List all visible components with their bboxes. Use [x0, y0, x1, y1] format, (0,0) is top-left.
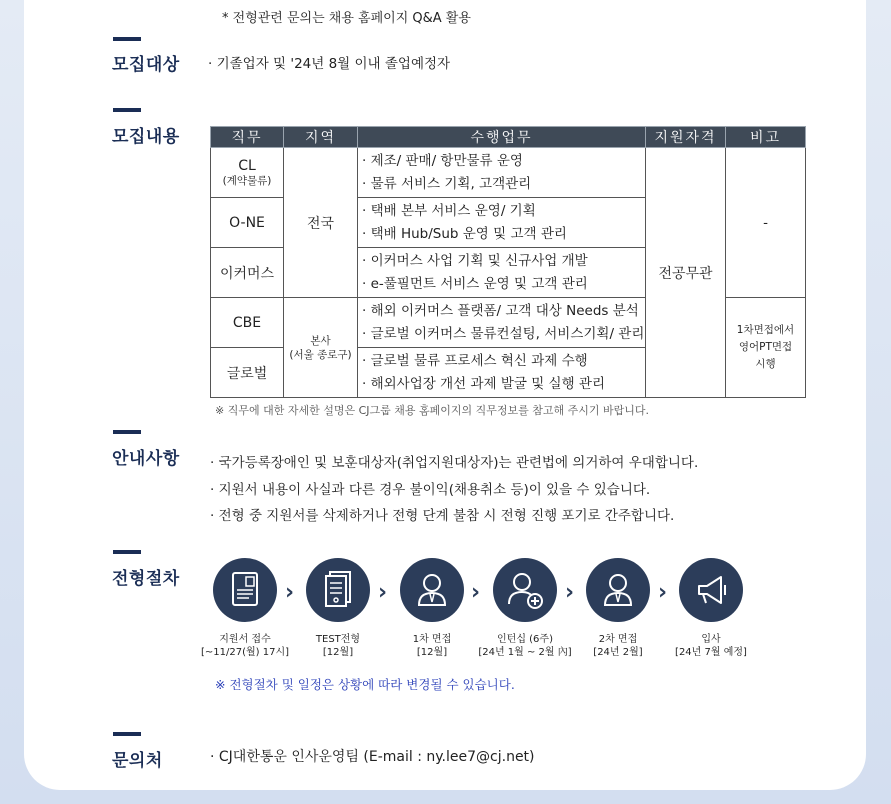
- job-name: O-NE: [211, 198, 284, 248]
- qualification-cell: 전공무관: [646, 148, 726, 398]
- notice-item: · 전형 중 지원서를 삭제하거나 전형 단계 불참 시 전형 진행 포기로 간주합니다.: [210, 508, 675, 524]
- chevron-right-icon: ›: [285, 580, 295, 605]
- job-sub: (계약물류): [222, 174, 272, 187]
- section-bar: [113, 37, 141, 41]
- step-name: 1차 면접: [412, 634, 452, 645]
- header-tasks: 수행업무: [358, 127, 646, 148]
- task-cell: [358, 248, 646, 298]
- step-date: [24년 7월 예정]: [675, 647, 747, 658]
- table-header-row: [211, 127, 806, 148]
- header-region: 지역: [284, 127, 358, 148]
- notice-item: · 국가등록장애인 및 보훈대상자(취업지원대상자)는 관련법에 의거하여 우대합니다.: [210, 455, 699, 471]
- megaphone-icon: [679, 558, 743, 622]
- task-line: · 이커머스 사업 기획 및 신규사업 개발: [362, 252, 588, 269]
- region-cell: 전국: [284, 148, 358, 298]
- target-text: · 기졸업자 및 '24년 8월 이내 졸업예정자: [208, 56, 451, 72]
- remark-line: 1차면접에서: [736, 324, 795, 336]
- job-name: CL: [238, 157, 256, 174]
- section-bar: [113, 550, 141, 554]
- section-title-process: 전형절차: [112, 569, 180, 589]
- task-line: · 택배 Hub/Sub 운영 및 고객 관리: [362, 225, 567, 242]
- remark-line: 시행: [755, 358, 776, 370]
- step-label: [656, 633, 766, 659]
- remark-pt-cell: [726, 298, 806, 398]
- test-paper-icon: [306, 558, 370, 622]
- chevron-right-icon: ›: [471, 580, 481, 605]
- document-icon: [213, 558, 277, 622]
- section-title-content: 모집내용: [112, 127, 180, 147]
- task-cell: [358, 348, 646, 398]
- chevron-right-icon: ›: [565, 580, 575, 605]
- table-footnote: ※ 직무에 대한 자세한 설명은 CJ그룹 채용 홈페이지의 직무정보를 참고해 주시기 바랍니다.: [215, 404, 650, 417]
- notice-item: · 지원서 내용이 사실과 다른 경우 불이익(채용취소 등)이 있을 수 있습니다.: [210, 481, 651, 498]
- remark-line: 영어PT면접: [738, 341, 793, 353]
- job-name: 이커머스: [211, 248, 284, 298]
- step-name: TEST전형: [315, 634, 361, 645]
- table-row: [211, 148, 806, 198]
- step-name: 입사: [701, 634, 721, 645]
- step-name: 인턴십 (6주): [497, 634, 553, 645]
- interviewer-icon: [586, 558, 650, 622]
- task-line: · e-풀필먼트 서비스 운영 및 고객 관리: [362, 275, 588, 292]
- section-bar: [113, 108, 141, 112]
- task-line: · 해외사업장 개선 과제 발굴 및 실행 관리: [362, 375, 605, 392]
- region-hq: 본사: [310, 334, 331, 347]
- user-add-icon: [493, 558, 557, 622]
- top-note: * 전형관련 문의는 채용 홈페이지 Q&A 활용: [222, 11, 471, 26]
- section-bar: [113, 430, 141, 434]
- step-name: 지원서 접수: [219, 634, 271, 645]
- job-name: 글로벌: [211, 348, 284, 398]
- section-title-target: 모집대상: [112, 55, 180, 75]
- chevron-right-icon: ›: [378, 580, 388, 605]
- task-cell: [358, 298, 646, 348]
- interviewer-icon: [400, 558, 464, 622]
- step-name: 2차 면접: [598, 634, 638, 645]
- task-cell: [358, 198, 646, 248]
- section-bar: [113, 732, 141, 736]
- task-line: · 해외 이커머스 플랫폼/ 고객 대상 Needs 분석: [362, 302, 639, 319]
- step-date: [12월]: [416, 647, 448, 658]
- header-qualification: 지원자격: [646, 127, 726, 148]
- remark-cell: -: [726, 148, 806, 298]
- job-table: [210, 126, 806, 398]
- header-remark: 비고: [726, 127, 806, 148]
- contact-text: · CJ대한통운 인사운영팀 (E-mail : ny.lee7@cj.net): [210, 749, 535, 765]
- region-hq-cell: [284, 298, 358, 398]
- task-line: · 제조/ 판매/ 항만물류 운영: [362, 152, 523, 169]
- header-job: 직무: [211, 127, 284, 148]
- job-cell: [211, 148, 284, 198]
- step-date: [24년 2월]: [593, 647, 643, 658]
- job-name: CBE: [211, 298, 284, 348]
- region-hq-sub: (서울 종로구): [289, 348, 352, 361]
- section-title-contact: 문의처: [112, 751, 163, 771]
- task-cell: [358, 148, 646, 198]
- section-title-notice: 안내사항: [112, 449, 180, 469]
- notice-list: [210, 450, 698, 530]
- step-date: [~11/27(월) 17시]: [200, 647, 290, 658]
- chevron-right-icon: ›: [658, 580, 668, 605]
- task-line: · 글로벌 이커머스 물류컨설팅, 서비스기획/ 관리: [362, 325, 645, 342]
- task-line: · 글로벌 물류 프로세스 혁신 과제 수행: [362, 352, 588, 369]
- process-note: ※ 전형절차 및 일정은 상황에 따라 변경될 수 있습니다.: [215, 677, 515, 692]
- step-date: [24년 1월 ~ 2월 內]: [478, 647, 572, 658]
- task-line: · 물류 서비스 기획, 고객관리: [362, 175, 532, 192]
- step-date: [12월]: [322, 647, 354, 658]
- task-line: · 택배 본부 서비스 운영/ 기획: [362, 202, 536, 219]
